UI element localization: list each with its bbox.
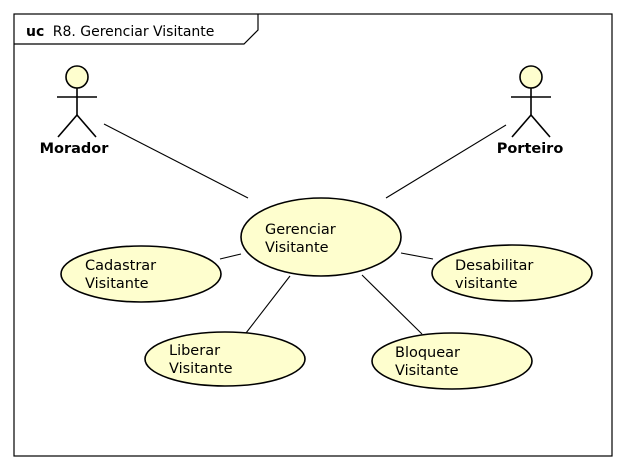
actor-porteiro-leg-left <box>512 115 531 137</box>
actor-porteiro-label: Porteiro <box>496 141 564 157</box>
usecase-cadastrar-visitante <box>61 246 221 302</box>
actor-morador-label: Morador <box>39 141 109 157</box>
usecase-liberar-line2: Visitante <box>169 361 233 377</box>
usecase-bloquear-line1: Bloquear <box>395 345 461 361</box>
usecase-desabilitar-visitante <box>432 245 592 301</box>
usecase-bloquear-line2: Visitante <box>395 363 459 379</box>
association-gerenciar-desabilitar <box>401 253 433 259</box>
actor-porteiro-head <box>520 66 542 88</box>
usecase-cadastrar-line1: Cadastrar <box>85 258 157 274</box>
usecase-cadastrar-line2: Visitante <box>85 276 149 292</box>
usecase-bloquear-ellipse <box>372 333 532 389</box>
usecase-liberar-line1: Liberar <box>169 343 221 359</box>
usecase-gerenciar-line2: Visitante <box>265 240 329 256</box>
association-gerenciar-liberar <box>246 276 290 333</box>
usecase-bloquear-visitante <box>372 333 532 389</box>
actor-morador <box>57 66 97 137</box>
usecase-liberar-visitante <box>145 332 305 386</box>
usecase-cadastrar-ellipse <box>61 246 221 302</box>
usecase-desabilitar-line2: visitante <box>455 276 518 292</box>
actor-porteiro-leg-right <box>531 115 550 137</box>
usecase-gerenciar-line1: Gerenciar <box>265 222 336 238</box>
association-gerenciar-bloquear <box>362 275 422 334</box>
frame-title <box>26 24 214 40</box>
usecase-gerenciar-visitante <box>241 198 401 276</box>
actor-morador-leg-right <box>77 115 96 137</box>
association-morador-gerenciar <box>104 124 248 198</box>
usecase-desabilitar-line1: Desabilitar <box>455 258 534 274</box>
association-porteiro-gerenciar <box>386 125 506 198</box>
usecase-liberar-ellipse <box>145 332 305 386</box>
frame-name: R8. Gerenciar Visitante <box>52 24 215 40</box>
actor-morador-head <box>66 66 88 88</box>
actor-porteiro <box>511 66 551 137</box>
frame-keyword: uc <box>26 24 45 40</box>
actor-morador-leg-left <box>58 115 77 137</box>
association-gerenciar-cadastrar <box>220 254 241 259</box>
